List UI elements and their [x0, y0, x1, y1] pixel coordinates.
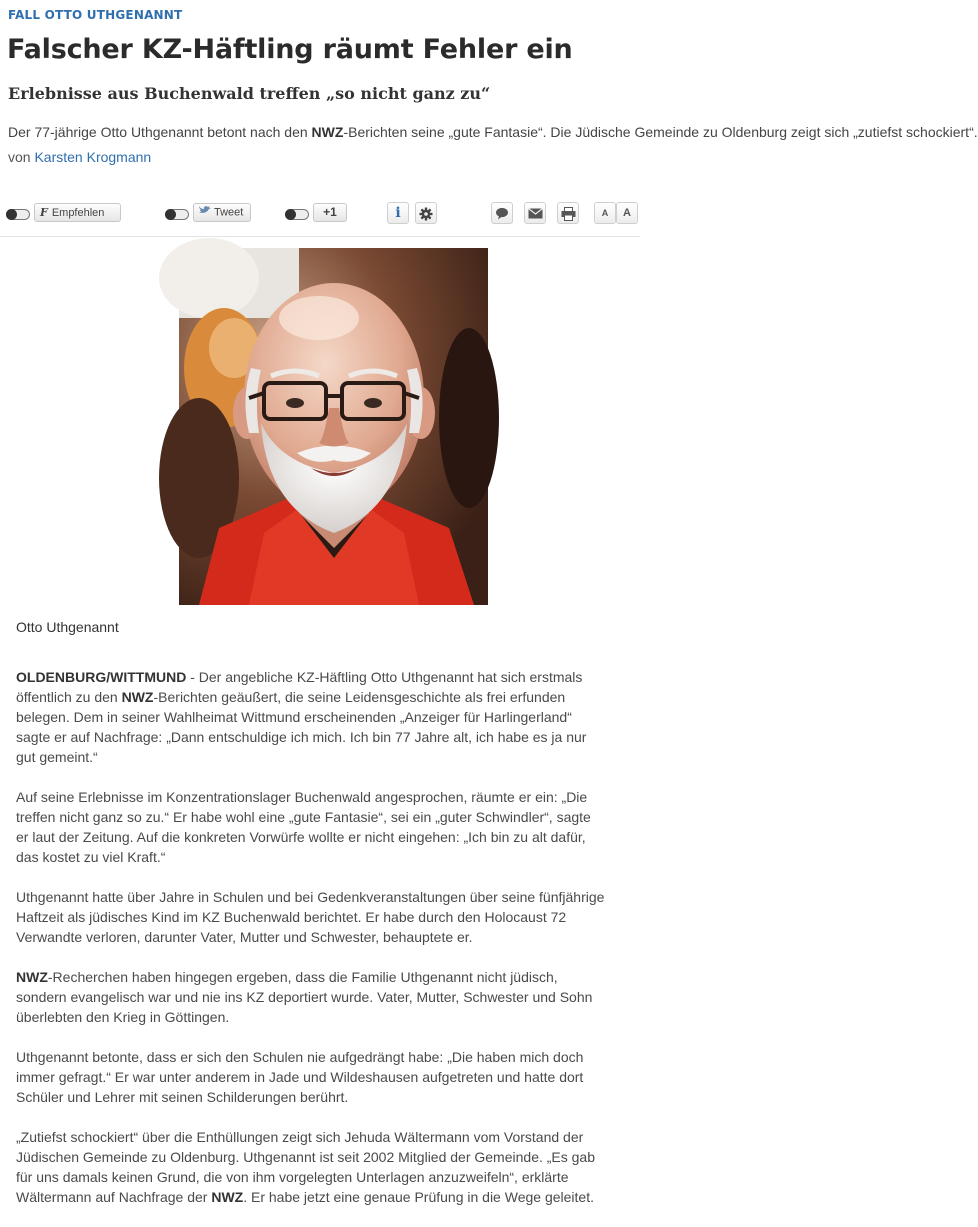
font-large-label: A	[623, 207, 631, 219]
article-body	[16, 667, 640, 1227]
paragraph-6	[16, 1127, 640, 1207]
gplus-toggle-icon[interactable]	[285, 209, 309, 220]
teaser	[8, 124, 978, 140]
p6-line-1: „Zutiefst schockiert“ über die Enthüllungen zeigt sich Jehuda Wältermann vom Vorstand der	[16, 1129, 584, 1145]
article-photo	[179, 248, 488, 605]
p4-nwz: NWZ	[16, 969, 48, 985]
tweet-button[interactable]	[193, 203, 251, 222]
teaser-text: Der 77-jährige Otto Uthgenannt betont nach den	[8, 124, 312, 140]
p6-line-3: für uns damals keinen Grund, die von ihm vorgelegten Unterlagen anzuzweifeln“, erklärte	[16, 1169, 569, 1185]
p1-line-4: sagte er auf Nachfrage: „Dann entschuldige ich mich. Ich bin 77 Jahre alt, ich habe es ja nur	[16, 729, 587, 745]
gear-icon	[419, 205, 433, 220]
p4-line-3: überlebten den Krieg in Göttingen.	[16, 1009, 230, 1025]
settings-button[interactable]	[415, 202, 437, 224]
p6-line-4c: . Er habe jetzt eine genaue Prüfung in die Wege geleitet.	[243, 1189, 594, 1205]
facebook-toggle-icon[interactable]	[6, 209, 30, 220]
p1-line-1: - Der angebliche KZ-Häftling Otto Uthgenannt hat sich erstmals	[186, 669, 583, 685]
p5-line-2: immer gefragt.“ Er war unter anderem in Jade und Wildeshausen aufgetreten und hatte dort	[16, 1069, 584, 1085]
facebook-icon: F	[40, 206, 48, 219]
gplus-label: +1	[323, 205, 337, 219]
font-larger-button[interactable]	[616, 202, 638, 224]
font-small-label: A	[601, 208, 609, 218]
toolbar-divider	[0, 236, 640, 237]
print-icon	[561, 205, 576, 220]
photo-caption: Otto Uthgenannt	[16, 619, 119, 635]
twitter-toggle-icon[interactable]	[165, 209, 189, 220]
byline-prefix: von	[8, 149, 31, 165]
p1-nwz: NWZ	[121, 689, 154, 705]
facebook-recommend-button[interactable]	[34, 203, 121, 222]
comment-icon	[495, 205, 509, 220]
p5-line-1: Uthgenannt betonte, dass er sich den Schulen nie aufgedrängt habe: „Die haben mich doch	[16, 1049, 584, 1065]
p1-line-2c: -Berichten geäußert, die seine Leidensgeschichte als frei erfunden	[153, 689, 566, 705]
p4-line-1: -Recherchen haben hingegen ergeben, dass die Familie Uthgenannt nicht jüdisch,	[47, 969, 558, 985]
paragraph-5	[16, 1047, 640, 1107]
p4-line-2: sondern evangelisch war und nie ins KZ deportiert wurde. Vater, Mutter, Schwester und Sohn	[16, 989, 593, 1005]
p5-line-3: Schüler und Lehrer mit seinen Schilderungen berührt.	[16, 1089, 349, 1105]
p6-line-4a: Wältermann auf Nachfrage der	[16, 1189, 212, 1205]
tweet-label: Tweet	[214, 206, 244, 219]
share-toolbar	[0, 200, 640, 228]
email-button[interactable]	[524, 202, 546, 224]
facebook-label: Empfehlen	[51, 207, 105, 219]
portrait-image	[179, 248, 488, 605]
comment-button[interactable]	[491, 202, 513, 224]
p1-line-2a: öffentlich zu den	[16, 689, 122, 705]
paragraph-4	[16, 967, 640, 1027]
p3-line-3: Verwandte verloren, darunter Vater, Mutter und Schwester, behauptete er.	[16, 929, 473, 945]
p1-line-5: gut gemeint.“	[16, 749, 98, 765]
kicker: FALL OTTO UTHGENANNT	[8, 8, 183, 22]
dateline: OLDENBURG/WITTMUND	[16, 669, 187, 685]
paragraph-2	[16, 787, 640, 867]
subheadline: Erlebnisse aus Buchenwald treffen „so nicht ganz zu“	[8, 84, 491, 103]
paragraph-1	[16, 667, 640, 767]
info-button[interactable]	[387, 202, 409, 224]
p1-line-3: belegen. Dem in seiner Wahlheimat Wittmund erscheinenden „Anzeiger für Harlingerland“	[16, 709, 572, 725]
author-link[interactable]: Karsten Krogmann	[34, 149, 152, 165]
p2-line-2: treffen nicht ganz so zu.“ Er habe wohl eine „gute Fantasie“, sei ein „guter Schwindler“, sagte	[16, 809, 591, 825]
teaser-nwz: NWZ	[311, 124, 344, 140]
p3-line-2: Haftzeit als jüdisches Kind im KZ Buchenwald berichtet. Er habe durch den Holocaust 72	[16, 909, 567, 925]
p2-line-3: er laut der Zeitung. Auf die konkreten Vorwürfe wollte er nicht eingehen: „Ich bin zu alt dafür,	[16, 829, 586, 845]
print-button[interactable]	[557, 202, 579, 224]
gplus-button[interactable]	[313, 203, 347, 222]
p6-nwz: NWZ	[211, 1189, 244, 1205]
teaser-text-rest: -Berichten seine „gute Fantasie“. Die Jüdische Gemeinde zu Oldenburg zeigt sich „zutiefst schockiert“.	[343, 124, 978, 140]
p6-line-2: Jüdischen Gemeinde zu Oldenburg. Uthgenannt ist seit 2002 Mitglied der Gemeinde. „Es gab	[16, 1149, 596, 1165]
paragraph-3	[16, 887, 640, 947]
p2-line-4: das kostet zu viel Kraft.“	[16, 849, 166, 865]
font-smaller-button[interactable]	[594, 202, 616, 224]
byline	[8, 149, 151, 165]
mail-icon	[528, 205, 543, 220]
twitter-icon	[198, 204, 212, 221]
p2-line-1: Auf seine Erlebnisse im Konzentrationslager Buchenwald angesprochen, räumte er ein: „Die	[16, 789, 588, 805]
p3-line-1: Uthgenannt hatte über Jahre in Schulen und bei Gedenkveranstaltungen über seine fünfjährige	[16, 889, 605, 905]
info-icon: i	[395, 205, 401, 221]
headline: Falscher KZ-Häftling räumt Fehler ein	[7, 34, 573, 65]
